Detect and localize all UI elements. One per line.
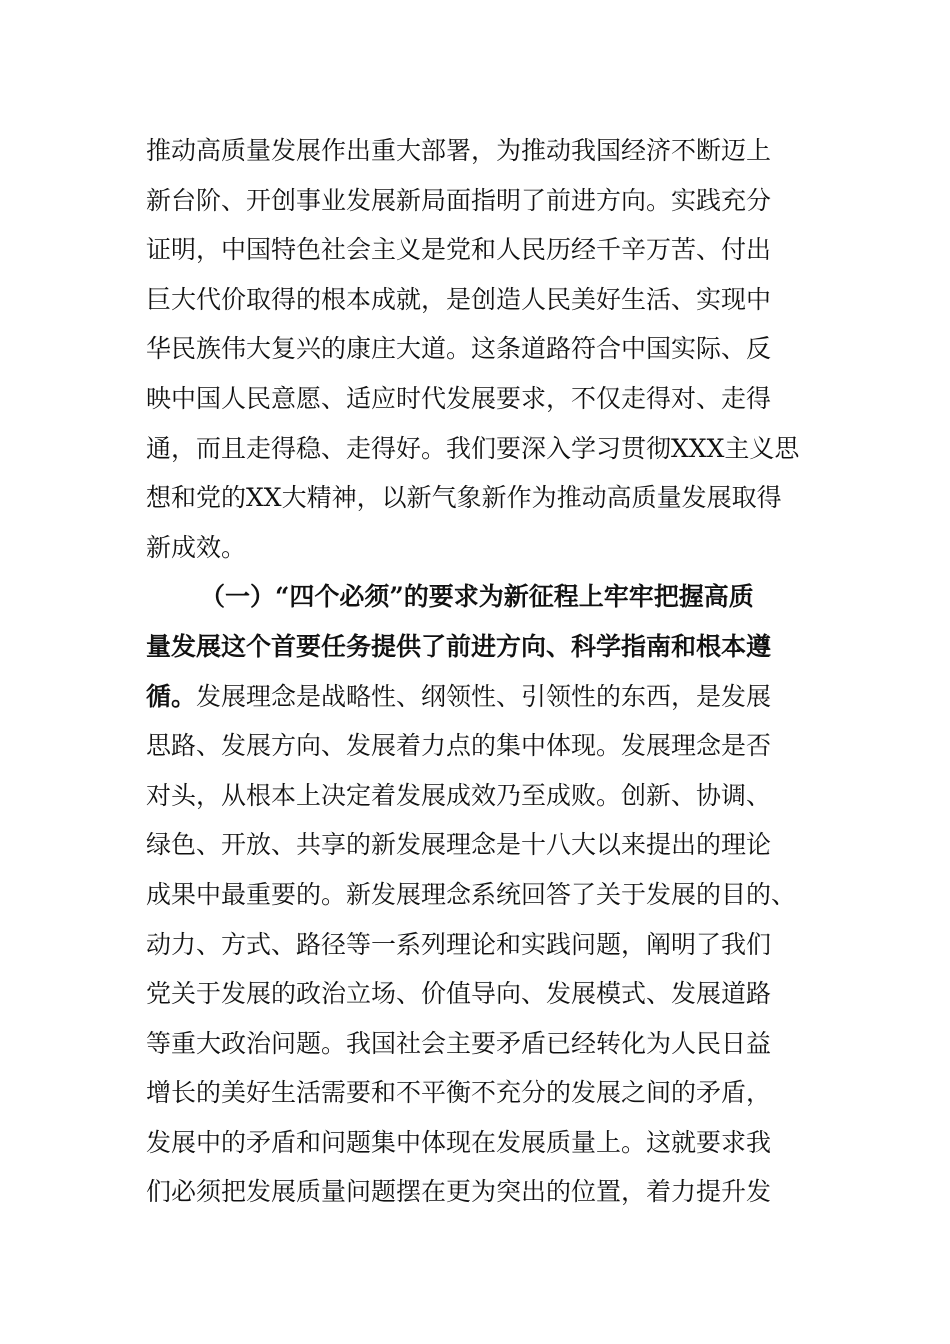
text-line: 映中国人民意愿、适应时代发展要求，不仅走得对、走得 xyxy=(146,383,772,413)
text-line: 对头，从根本上决定着发展成效乃至成败。创新、协调、 xyxy=(146,780,772,810)
text-line: 推动高质量发展作出重大部署，为推动我国经济不断迈上 xyxy=(146,136,772,165)
text-line: 通，而且走得稳、走得好。我们要深入学习贯彻XXX主义思 xyxy=(146,433,800,463)
text-line: 新成效。 xyxy=(146,532,247,562)
text-line: 巨大代价取得的根本成就，是创造人民美好生活、实现中 xyxy=(146,284,772,314)
text-line: 想和党的XX大精神，以新气象新作为推动高质量发展取得 xyxy=(146,483,782,513)
text-line: 证明，中国特色社会主义是党和人民历经千辛万苦、付出 xyxy=(146,235,772,265)
text-line-rest: 发展理念是战略性、纲领性、引领性的东西，是发展 xyxy=(196,681,772,711)
text-line xyxy=(146,672,806,722)
text-line: 绿色、开放、共享的新发展理念是十八大以来提出的理论 xyxy=(146,830,772,860)
section-heading-end: 循。 xyxy=(146,681,197,711)
text-line: 华民族伟大复兴的康庄大道。这条道路符合中国实际、反 xyxy=(146,334,772,364)
text-line: 新台阶、开创事业发展新局面指明了前进方向。实践充分 xyxy=(146,185,772,215)
text-line: 增长的美好生活需要和不平衡不充分的发展之间的矛盾， xyxy=(146,1078,772,1108)
text-line: 等重大政治问题。我国社会主要矛盾已经转化为人民日益 xyxy=(146,1028,772,1058)
section-heading-line: 量发展这个首要任务提供了前进方向、科学指南和根本遵 xyxy=(146,631,772,661)
text-line: 思路、发展方向、发展着力点的集中体现。发展理念是否 xyxy=(146,731,772,761)
paragraph-1 xyxy=(146,126,806,572)
paragraph-2 xyxy=(146,572,806,1217)
document-body xyxy=(146,126,806,1217)
text-line: 党关于发展的政治立场、价值导向、发展模式、发展道路 xyxy=(146,979,772,1009)
text-line: 动力、方式、路径等一系列理论和实践问题，阐明了我们 xyxy=(146,929,772,959)
section-heading-line: （一）“四个必须”的要求为新征程上牢牢把握高质 xyxy=(200,582,754,612)
text-line: 成果中最重要的。新发展理念系统回答了关于发展的目的、 xyxy=(146,879,797,909)
text-line: 们必须把发展质量问题摆在更为突出的位置，着力提升发 xyxy=(146,1177,772,1207)
text-line: 发展中的矛盾和问题集中体现在发展质量上。这就要求我 xyxy=(146,1127,772,1157)
